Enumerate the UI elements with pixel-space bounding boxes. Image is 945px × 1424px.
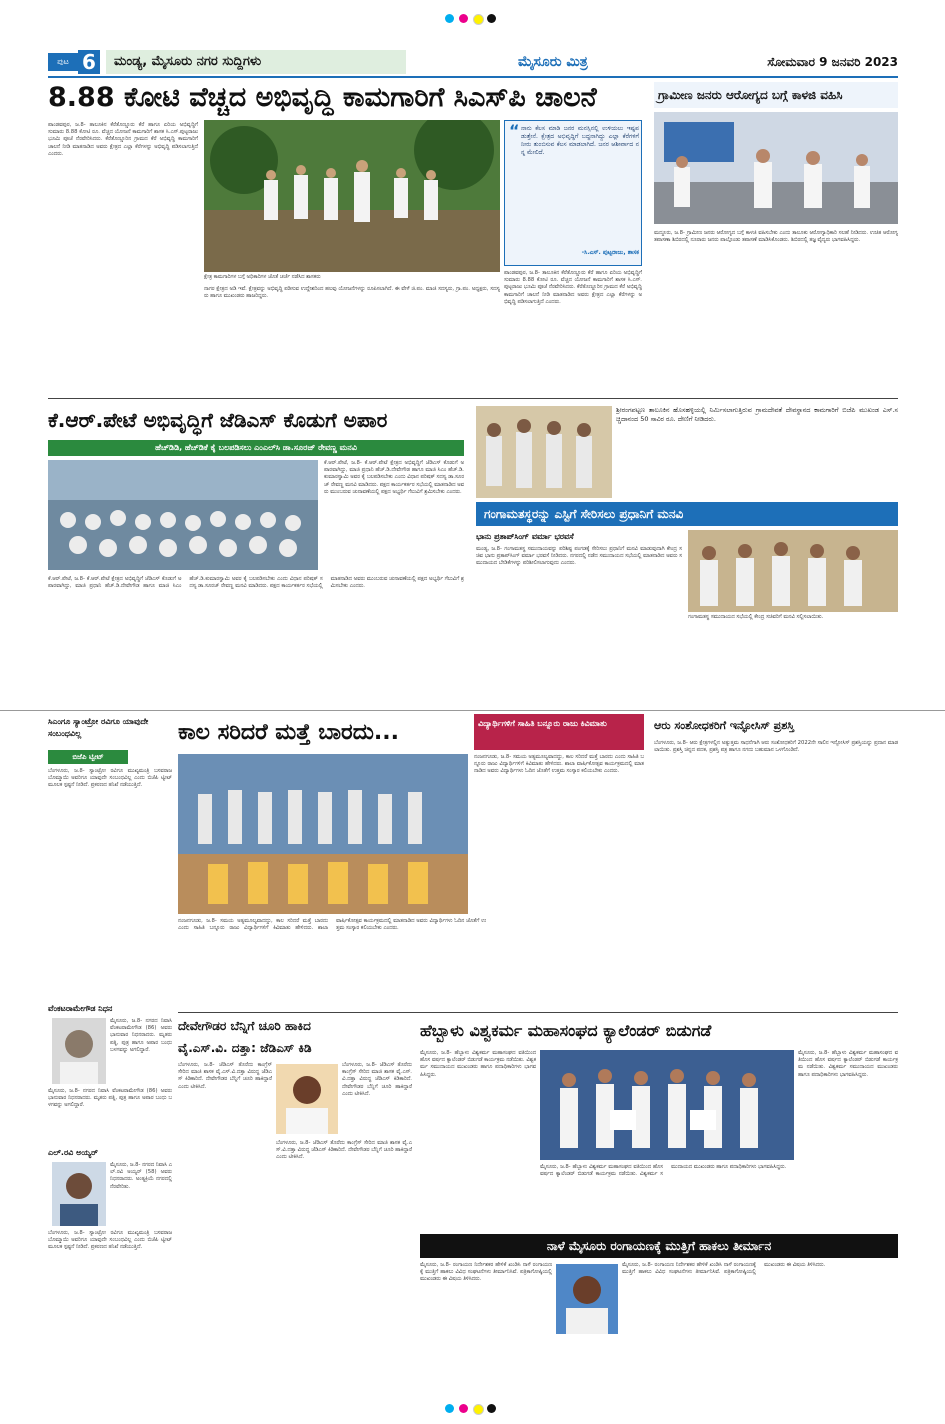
section-title: ಮಂಡ್ಯ, ಮೈಸೂರು ನಗರ ಸುದ್ದಿಗಳು	[106, 50, 406, 74]
lead-quote-by: -ಸಿ.ಎಸ್. ಪುಟ್ಟರಾಜು, ಶಾಸಕ	[581, 249, 639, 256]
rangayana-body: ಮೈಸೂರು, ಜ.8- ರಂಗಾಯಣ ನಿರ್ದೇಶಕರ ಹೇಳಿಕೆ ಖಂಡಿಸಿ ನಾಳೆ ರಂಗಾಯಣಕ್ಕೆ ಮುತ್ತಿಗೆ ಹಾಕಲು ವಿವಿಧ ಸಂಘಟನೆಗಳು ತೀರ್ಮಾನಿಸಿವೆ. ಪತ್ರಿಕಾಗೋಷ್ಠಿಯಲ್ಲಿ ಮುಖಂಡರು ಈ ವಿಷಯ ತಿಳಿಸಿದರು.	[420, 1262, 552, 1283]
lead-body3: ಪಾಂಡವಪುರ, ಜ.8- ತಾಲೂಕಿನ ಕೆರೆತೊಣ್ಣೂರು ಕೆರೆ ಹಾಗೂ ಏರಿಯ ಅಭಿವೃದ್ಧಿಗೆ ಸುಮಾರು 8.88 ಕೋಟಿ ರೂ. ವೆಚ್ಚದ ಯೋಜನೆ ಕಾಮಗಾರಿಗೆ ಶಾಸಕ ಸಿ.ಎಸ್.ಪುಟ್ಟರಾಜು ಭೂಮಿ ಪೂಜೆ ನೆರವೇರಿಸಿದರು. ಕೆರೆತೊಣ್ಣೂರಿನ ಗ್ರಾಮದ ಕೆರೆ ಅಭಿವೃದ್ಧಿ ಕಾಮಗಾರಿಗೆ ಚಾಲನೆ ನೀಡಿ ಮಾತನಾಡಿದ ಅವರು ಕ್ಷೇತ್ರದ ಎಲ್ಲಾ ಕೆರೆಗಳನ್ನು ಅಭಿವೃದ್ಧಿ ಪಡಿಸಲಾಗುತ್ತಿದೆ ಎಂದರು.	[504, 270, 642, 305]
obit1-headline: ವೆಂಕಟರಾಮೇಗೌಡ ನಿಧನ	[48, 1004, 113, 1013]
lead-body: ಪಾಂಡವಪುರ, ಜ.8- ತಾಲೂಕಿನ ಕೆರೆತೊಣ್ಣೂರು ಕೆರೆ ಹಾಗೂ ಏರಿಯ ಅಭಿವೃದ್ಧಿಗೆ ಸುಮಾರು 8.88 ಕೋಟಿ ರೂ. ವೆಚ್ಚದ ಯೋಜನೆ ಕಾಮಗಾರಿಗೆ ಶಾಸಕ ಸಿ.ಎಸ್.ಪುಟ್ಟರಾಜು ಭೂಮಿ ಪೂಜೆ ನೆರವೇರಿಸಿದರು. ಕೆರೆತೊಣ್ಣೂರಿನ ಗ್ರಾಮದ ಕೆರೆ ಅಭಿವೃದ್ಧಿ ಕಾಮಗಾರಿಗೆ ಚಾಲನೆ ನೀಡಿ ಮಾತನಾಡಿದ ಅವರು ಕ್ಷೇತ್ರದ ಎಲ್ಲಾ ಕೆರೆಗಳನ್ನು ಅಭಿವೃದ್ಧಿ ಪಡಿಸಲಾಗುತ್ತಿದೆ ಎಂದರು.	[48, 122, 198, 157]
krpete-photo	[48, 460, 318, 570]
quote-mark-icon: “	[509, 121, 520, 140]
section-divider-3	[178, 1012, 898, 1013]
kaala-kicker-text: ವಿದ್ಯಾರ್ಥಿಗಳಿಗೆ ಸಾಹಿತಿ ಬನ್ನೂರು ರಾಜು ಕಿವಿಮಾತು	[478, 719, 607, 728]
gangamatha-photo-caption: ಶ್ರೀರಂಗಪಟ್ಟಣ ತಾಲೂಕಿನ ಹೊಸಹಳ್ಳಿಯಲ್ಲಿ ನಿರ್ಮಿಸಲಾಗುತ್ತಿರುವ ಗ್ರಾಮದೇವತೆ ದೇವಸ್ಥಾನದ ಕಾಮಗಾರಿಗೆ ಬಿಜೆಪಿ ಮುಖಂಡ ಎಸ್.ಸಚ್ಚಿದಾನಂದ 50 ಸಾವಿರ ರೂ. ದೇಣಿಗೆ ನೀಡಿದರು.	[616, 406, 898, 423]
rangayana-photo	[556, 1264, 618, 1334]
cm-tag: ಬಿಜೆಪಿ ಟ್ವೀಟ್	[48, 750, 128, 764]
devegowda-photo	[276, 1064, 338, 1134]
section-divider-1	[48, 398, 898, 399]
page-header	[48, 50, 898, 74]
calendar-body: ಮೈಸೂರು, ಜ.8- ಹೆಬ್ಬಾಳು ವಿಶ್ವಕರ್ಮ ಮಹಾಸಂಘದ ವತಿಯಿಂದ ಹೊಸ ವರ್ಷದ ಕ್ಯಾಲೆಂಡರ್ ಬಿಡುಗಡೆ ಕಾರ್ಯಕ್ರಮ ನಡೆಯಿತು. ವಿಶ್ವಕರ್ಮ ಸಮುದಾಯದ ಮುಖಂಡರು ಹಾಗೂ ಪದಾಧಿಕಾರಿಗಳು ಭಾಗವಹಿಸಿದ್ದರು.	[420, 1050, 536, 1078]
krpete-headline: ಕೆ.ಆರ್.ಪೇಟೆ ಅಭಿವೃದ್ಧಿಗೆ ಜೆಡಿಎಸ್ ಕೊಡುಗೆ ಅಪಾರ	[48, 408, 388, 432]
gangamatha-subhead: ಭಾನು ಪ್ರತಾಪ್‌ಸಿಂಗ್ ವರ್ಮಾ ಭರವಸೆ	[476, 532, 574, 541]
health-headline: ಗ್ರಾಮೀಣ ಜನರು ಆರೋಗ್ಯದ ಬಗ್ಗೆ ಕಾಳಜಿ ವಹಿಸಿ	[654, 82, 898, 108]
krpete-body: ಕೆ.ಆರ್.ಪೇಟೆ, ಜ.8- ಕೆ.ಆರ್.ಪೇಟೆ ಕ್ಷೇತ್ರದ ಅಭಿವೃದ್ಧಿಗೆ ಜೆಡಿಎಸ್ ಕೊಡುಗೆ ಅಪಾರವಾಗಿದ್ದು, ಮಾಜಿ ಪ್ರಧಾನಿ ಹೆಚ್.ಡಿ.ದೇವೇಗೌಡ ಹಾಗೂ ಮಾಜಿ ಸಿಎಂ ಹೆಚ್.ಡಿ.ಕುಮಾರಸ್ವಾಮಿ ಅವರ ಕೈ ಬಲಪಡಿಸಬೇಕು ಎಂದು ವಿಧಾನ ಪರಿಷತ್ ಸದಸ್ಯ ಡಾ.ಸೂರಜ್ ರೇವಣ್ಣ ಮನವಿ ಮಾಡಿದರು. ಪಕ್ಷದ ಕಾರ್ಯಕರ್ತರ ಸಭೆಯಲ್ಲಿ ಮಾತನಾಡಿದ ಅವರು ಮುಂಬರುವ ಚುನಾವಣೆಯಲ್ಲಿ ಪಕ್ಷದ ಅಭ್ಯರ್ಥಿ ಗೆಲುವಿಗೆ ಶ್ರಮಿಸಬೇಕು ಎಂದರು.	[48, 576, 464, 590]
devegowda-body-right: ಬೆಂಗಳೂರು, ಜ.8- ಜೆಡಿಎಸ್ ತೊರೆದು ಕಾಂಗ್ರೆಸ್ ಸೇರಿದ ಮಾಜಿ ಶಾಸಕ ವೈ.ಎಸ್.ವಿ.ದತ್ತಾ ವಿರುದ್ಧ ಜೆಡಿಎಸ್ ಕಿಡಿಕಾರಿದೆ. ದೇವೇಗೌಡರ ಬೆನ್ನಿಗೆ ಚೂರಿ ಹಾಕಿದ್ದಾರೆ ಎಂದು ಟೀಕಿಸಿದೆ.	[342, 1062, 412, 1097]
krpete-subhead: ಹೆಚ್‌ಡಿಡಿ, ಹೆಚ್‌ಡಿಕೆ ಕೈ ಬಲಪಡಿಸಲು ಎಂಎಲ್‌ಸಿ ಡಾ.ಸೂರಜ್ ರೇವಣ್ಣ ಮನವಿ	[48, 440, 464, 456]
lead-headline: 8.88 ಕೋಟಿ ವೆಚ್ಚದ ಅಭಿವೃದ್ಧಿ ಕಾಮಗಾರಿಗೆ ಸಿಎಸ್‌ಪಿ ಚಾಲನೆ	[48, 82, 597, 113]
obit1-photo	[52, 1018, 106, 1084]
obit1-body: ಮೈಸೂರು, ಜ.8- ನಗರದ ನಿವಾಸಿ ವೆಂಕಟರಾಮೇಗೌಡ (86) ಅವರು ಭಾನುವಾರ ನಿಧನರಾದರು. ಮೃತರು ಪತ್ನಿ, ಪುತ್ರ ಹಾಗೂ ಅಪಾರ ಬಂಧು ಬಳಗವನ್ನು ಅಗಲಿದ್ದಾರೆ.	[110, 1018, 172, 1053]
header-rule	[48, 76, 898, 78]
section-divider-2	[0, 710, 945, 711]
research-body: ಬೆಂಗಳೂರು, ಜ.8- ಆರು ಕ್ಷೇತ್ರಗಳಲ್ಲಿನ ಅತ್ಯುತ್ತಮ ಸಾಧನೆಗಾಗಿ ಆರು ಸಂಶೋಧಕರಿಗೆ 2022ನೇ ಸಾಲಿನ ಇನ್ಫೋಸಿಸ್ ಪ್ರಶಸ್ತಿಯನ್ನು ಪ್ರದಾನ ಮಾಡಲಾಯಿತು. ಪ್ರಶಸ್ತಿ ಚಿನ್ನದ ಪದಕ, ಪ್ರಶಸ್ತಿ ಪತ್ರ ಹಾಗೂ ನಗದು ಬಹುಮಾನ ಒಳಗೊಂಡಿದೆ.	[654, 740, 898, 754]
obit1-body-cont: ಮೈಸೂರು, ಜ.8- ನಗರದ ನಿವಾಸಿ ವೆಂಕಟರಾಮೇಗೌಡ (86) ಅವರು ಭಾನುವಾರ ನಿಧನರಾದರು. ಮೃತರು ಪತ್ನಿ, ಪುತ್ರ ಹಾಗೂ ಅಪಾರ ಬಂಧು ಬಳಗವನ್ನು ಅಗಲಿದ್ದಾರೆ.	[48, 1088, 172, 1109]
gangamatha-headline: ಗಂಗಾಮತಸ್ಥರನ್ನು ಎಸ್ಟಿಗೆ ಸೇರಿಸಲು ಪ್ರಧಾನಿಗೆ ಮನವಿ	[476, 502, 898, 526]
calendar-body-mid: ಮೈಸೂರು, ಜ.8- ಹೆಬ್ಬಾಳು ವಿಶ್ವಕರ್ಮ ಮಹಾಸಂಘದ ವತಿಯಿಂದ ಹೊಸ ವರ್ಷದ ಕ್ಯಾಲೆಂಡರ್ ಬಿಡುಗಡೆ ಕಾರ್ಯಕ್ರಮ ನಡೆಯಿತು. ವಿಶ್ವಕರ್ಮ ಸಮುದಾಯದ ಮುಖಂಡರು ಹಾಗೂ ಪದಾಧಿಕಾರಿಗಳು ಭಾಗವಹಿಸಿದ್ದರು.	[540, 1164, 787, 1178]
lead-quote-box	[504, 120, 642, 266]
masthead: ಮೈಸೂರು ಮಿತ್ರ	[518, 54, 588, 70]
krpete-body-right: ಕೆ.ಆರ್.ಪೇಟೆ, ಜ.8- ಕೆ.ಆರ್.ಪೇಟೆ ಕ್ಷೇತ್ರದ ಅಭಿವೃದ್ಧಿಗೆ ಜೆಡಿಎಸ್ ಕೊಡುಗೆ ಅಪಾರವಾಗಿದ್ದು, ಮಾಜಿ ಪ್ರಧಾನಿ ಹೆಚ್.ಡಿ.ದೇವೇಗೌಡ ಹಾಗೂ ಮಾಜಿ ಸಿಎಂ ಹೆಚ್.ಡಿ.ಕುಮಾರಸ್ವಾಮಿ ಅವರ ಕೈ ಬಲಪಡಿಸಬೇಕು ಎಂದು ವಿಧಾನ ಪರಿಷತ್ ಸದಸ್ಯ ಡಾ.ಸೂರಜ್ ರೇವಣ್ಣ ಮನವಿ ಮಾಡಿದರು. ಪಕ್ಷದ ಕಾರ್ಯಕರ್ತರ ಸಭೆಯಲ್ಲಿ ಮಾತನಾಡಿದ ಅವರು ಮುಂಬರುವ ಚುನಾವಣೆಯಲ್ಲಿ ಪಕ್ಷದ ಅಭ್ಯರ್ಥಿ ಗೆಲುವಿಗೆ ಶ್ರಮಿಸಬೇಕು ಎಂದರು.	[324, 460, 464, 495]
kaala-kicker	[474, 714, 644, 750]
registration-marks-bottom	[445, 1404, 505, 1414]
kaala-photo	[178, 754, 468, 914]
devegowda-body-cont: ಬೆಂಗಳೂರು, ಜ.8- ಜೆಡಿಎಸ್ ತೊರೆದು ಕಾಂಗ್ರೆಸ್ ಸೇರಿದ ಮಾಜಿ ಶಾಸಕ ವೈ.ಎಸ್.ವಿ.ದತ್ತಾ ವಿರುದ್ಧ ಜೆಡಿಎಸ್ ಕಿಡಿಕಾರಿದೆ. ದೇವೇಗೌಡರ ಬೆನ್ನಿಗೆ ಚೂರಿ ಹಾಕಿದ್ದಾರೆ ಎಂದು ಟೀಕಿಸಿದೆ.	[276, 1140, 412, 1161]
obit2-body: ಮೈಸೂರು, ಜ.8- ನಗರದ ನಿವಾಸಿ ಎಲ್.ರವಿ ಅಯ್ಯರ್ (58) ಅವರು ನಿಧನರಾದರು. ಅಂತ್ಯಕ್ರಿಯೆ ನಗರದಲ್ಲಿ ನೆರವೇರಿತು.	[110, 1162, 172, 1190]
health-photo	[654, 112, 898, 224]
rangayana-headline: ನಾಳೆ ಮೈಸೂರು ರಂಗಾಯಣಕ್ಕೆ ಮುತ್ತಿಗೆ ಹಾಕಲು ತೀರ್ಮಾನ	[420, 1234, 898, 1258]
kaala-body: ನಂಜನಗೂಡು, ಜ.8- ಸಮಯ ಅತ್ಯಮೂಲ್ಯವಾದದ್ದು, ಕಾಲ ಸರಿದರೆ ಮತ್ತೆ ಬಾರದು ಎಂದು ಸಾಹಿತಿ ಬನ್ನೂರು ರಾಜು ವಿದ್ಯಾರ್ಥಿಗಳಿಗೆ ಕಿವಿಮಾತು ಹೇಳಿದರು. ಶಾಲಾ ವಾರ್ಷಿಕೋತ್ಸವ ಕಾರ್ಯಕ್ರಮದಲ್ಲಿ ಮಾತನಾಡಿದ ಅವರು ವಿದ್ಯಾರ್ಥಿಗಳು ಓದಿನ ಜೊತೆಗೆ ಉತ್ತಮ ಸಂಸ್ಕಾರ ಕಲಿಯಬೇಕು ಎಂದರು.	[178, 918, 486, 932]
health-body: ಮದ್ದೂರು, ಜ.8- ಗ್ರಾಮೀಣ ಜನರು ಆರೋಗ್ಯದ ಬಗ್ಗೆ ಕಾಳಜಿ ವಹಿಸಬೇಕು ಎಂದು ತಾಲೂಕು ಆರೋಗ್ಯಾಧಿಕಾರಿ ಸಲಹೆ ನೀಡಿದರು. ಉಚಿತ ಆರೋಗ್ಯ ತಪಾಸಣಾ ಶಿಬಿರದಲ್ಲಿ ನೂರಾರು ಜನರು ಪಾಲ್ಗೊಂಡು ತಪಾಸಣೆ ಮಾಡಿಸಿಕೊಂಡರು. ಶಿಬಿರದಲ್ಲಿ ತಜ್ಞ ವೈದ್ಯರು ಭಾಗವಹಿಸಿದ್ದರು.	[654, 230, 898, 244]
kaala-headline: ಕಾಲ ಸರಿದರೆ ಮತ್ತೆ ಬಾರದು...	[178, 720, 399, 745]
gangamatha-body: ಮಂಡ್ಯ, ಜ.8- ಗಂಗಾಮತಸ್ಥ ಸಮುದಾಯವನ್ನು ಪರಿಶಿಷ್ಟ ಪಂಗಡಕ್ಕೆ ಸೇರಿಸಲು ಪ್ರಧಾನಿಗೆ ಮನವಿ ಮಾಡುವುದಾಗಿ ಕೇಂದ್ರ ಸಚಿವ ಭಾನು ಪ್ರತಾಪ್‌ಸಿಂಗ್ ವರ್ಮಾ ಭರವಸೆ ನೀಡಿದರು. ನಗರದಲ್ಲಿ ನಡೆದ ಸಮುದಾಯದ ಸಭೆಯಲ್ಲಿ ಮಾತನಾಡಿದ ಅವರು ಸಮುದಾಯದ ಬೇಡಿಕೆಗಳನ್ನು ಪರಿಶೀಲಿಸಲಾಗುವುದು ಎಂದರು.	[476, 546, 682, 567]
lead-caption: ಕ್ಷೇತ್ರ ಕಾಮಗಾರಿಗಳ ಬಗ್ಗೆ ಅಧಿಕಾರಿಗಳ ಜೊತೆ ಚರ್ಚೆ ನಡೆಸಿದ ಶಾಸಕರು	[204, 274, 321, 280]
research-headline: ಆರು ಸಂಶೋಧಕರಿಗೆ ಇನ್ಫೋಸಿಸ್ ಪ್ರಶಸ್ತಿ	[654, 719, 795, 732]
obit2-body-cont: ಬೆಂಗಳೂರು, ಜ.8- ಸ್ಯಾಂಟ್ರೋ ರವಿಗೂ ಮುಖ್ಯಮಂತ್ರಿ ಬಸವರಾಜ ಬೊಮ್ಮಾಯಿ ಅವರಿಗೂ ಯಾವುದೇ ಸಂಬಂಧವಿಲ್ಲ ಎಂದು ಬಿಜೆಪಿ ಟ್ವೀಟ್ ಮೂಲಕ ಸ್ಪಷ್ಟನೆ ನೀಡಿದೆ. ಪ್ರಕರಣದ ತನಿಖೆ ನಡೆಯುತ್ತಿದೆ.	[48, 1230, 172, 1251]
calendar-body-right: ಮೈಸೂರು, ಜ.8- ಹೆಬ್ಬಾಳು ವಿಶ್ವಕರ್ಮ ಮಹಾಸಂಘದ ವತಿಯಿಂದ ಹೊಸ ವರ್ಷದ ಕ್ಯಾಲೆಂಡರ್ ಬಿಡುಗಡೆ ಕಾರ್ಯಕ್ರಮ ನಡೆಯಿತು. ವಿಶ್ವಕರ್ಮ ಸಮುದಾಯದ ಮುಖಂಡರು ಹಾಗೂ ಪದಾಧಿಕಾರಿಗಳು ಭಾಗವಹಿಸಿದ್ದರು.	[798, 1050, 898, 1078]
lead-quote: ನಾನು ಕೆಲಸ ಮಾಡಿ ಜನರ ಮನಸ್ಸಿನಲ್ಲಿ ಉಳಿಯಲು ಇಷ್ಟಪಡುತ್ತೇನೆ. ಕ್ಷೇತ್ರದ ಅಭಿವೃದ್ಧಿಗೆ ಬದ್ಧನಾಗಿದ್ದು ಎಲ್ಲಾ ಕೆರೆಗಳಿಗೆ ನೀರು ತುಂಬಿಸುವ ಕೆಲಸ ಮಾಡಲಾಗಿದೆ. ಜನರ ಆಶೀರ್ವಾದ ನನ್ನ ಮೇಲಿದೆ.	[521, 125, 639, 156]
lead-photo	[204, 120, 500, 272]
calendar-photo	[540, 1050, 794, 1160]
obit2-headline: ಎಲ್.ರವಿ ಅಯ್ಯರ್	[48, 1148, 98, 1157]
lead-body2: ನಾಗರ ಕ್ಷೇತ್ರದ ಅಡಿ ಇವೆ. ಕ್ಷೇತ್ರವನ್ನು ಅಭಿವೃದ್ಧಿ ಪಡಿಸುವ ಉದ್ದೇಶದಿಂದ ಹಲವು ಯೋಜನೆಗಳನ್ನು ರೂಪಿಸಲಾಗಿದೆ. ಈ ವೇಳೆ ಜಿ.ಪಂ. ಮಾಜಿ ಸದಸ್ಯರು, ಗ್ರಾ.ಪಂ. ಅಧ್ಯಕ್ಷರು, ಸದಸ್ಯರು ಹಾಗೂ ಮುಖಂಡರು ಹಾಜರಿದ್ದರು.	[204, 286, 500, 300]
calendar-headline: ಹೆಬ್ಬಾಳು ವಿಶ್ವಕರ್ಮ ಮಹಾಸಂಘದ ಕ್ಯಾಲೆಂಡರ್ ಬಿಡುಗಡೆ	[420, 1021, 712, 1040]
page-label: ಪುಟ	[48, 53, 78, 71]
rangayana-body-right: ಮೈಸೂರು, ಜ.8- ರಂಗಾಯಣ ನಿರ್ದೇಶಕರ ಹೇಳಿಕೆ ಖಂಡಿಸಿ ನಾಳೆ ರಂಗಾಯಣಕ್ಕೆ ಮುತ್ತಿಗೆ ಹಾಕಲು ವಿವಿಧ ಸಂಘಟನೆಗಳು ತೀರ್ಮಾನಿಸಿವೆ. ಪತ್ರಿಕಾಗೋಷ್ಠಿಯಲ್ಲಿ ಮುಖಂಡರು ಈ ವಿಷಯ ತಿಳಿಸಿದರು.	[622, 1262, 826, 1276]
devegowda-body: ಬೆಂಗಳೂರು, ಜ.8- ಜೆಡಿಎಸ್ ತೊರೆದು ಕಾಂಗ್ರೆಸ್ ಸೇರಿದ ಮಾಜಿ ಶಾಸಕ ವೈ.ಎಸ್.ವಿ.ದತ್ತಾ ವಿರುದ್ಧ ಜೆಡಿಎಸ್ ಕಿಡಿಕಾರಿದೆ. ದೇವೇಗೌಡರ ಬೆನ್ನಿಗೆ ಚೂರಿ ಹಾಕಿದ್ದಾರೆ ಎಂದು ಟೀಕಿಸಿದೆ.	[178, 1062, 272, 1090]
date-line: ಸೋಮವಾರ 9 ಜನವರಿ 2023	[767, 55, 898, 69]
kaala-body-right: ನಂಜನಗೂಡು, ಜ.8- ಸಮಯ ಅತ್ಯಮೂಲ್ಯವಾದದ್ದು, ಕಾಲ ಸರಿದರೆ ಮತ್ತೆ ಬಾರದು ಎಂದು ಸಾಹಿತಿ ಬನ್ನೂರು ರಾಜು ವಿದ್ಯಾರ್ಥಿಗಳಿಗೆ ಕಿವಿಮಾತು ಹೇಳಿದರು. ಶಾಲಾ ವಾರ್ಷಿಕೋತ್ಸವ ಕಾರ್ಯಕ್ರಮದಲ್ಲಿ ಮಾತನಾಡಿದ ಅವರು ವಿದ್ಯಾರ್ಥಿಗಳು ಓದಿನ ಜೊತೆಗೆ ಉತ್ತಮ ಸಂಸ್ಕಾರ ಕಲಿಯಬೇಕು ಎಂದರು.	[474, 754, 644, 775]
devegowda-headline2: ವೈ.ಎಸ್.ವಿ. ದತ್ತಾ: ಜೆಡಿಎಸ್ ಕಿಡಿ	[178, 1041, 312, 1055]
page-number: 6	[78, 50, 100, 74]
registration-marks-top	[445, 14, 505, 24]
cm-headline: ಸಿಎಂಗೂ ಸ್ಯಾಂಟ್ರೋ ರವಿಗೂ ಯಾವುದೇ ಸಂಬಂಧವಿಲ್ಲ	[48, 717, 149, 738]
obit2-photo	[52, 1162, 106, 1226]
gangamatha-caption: ಗಂಗಾಮತಸ್ಥ ಸಮುದಾಯದ ಸಭೆಯಲ್ಲಿ ಕೇಂದ್ರ ಸಚಿವರಿಗೆ ಮನವಿ ಸಲ್ಲಿಸಲಾಯಿತು.	[688, 614, 824, 620]
gangamatha-photo-top	[476, 406, 612, 498]
gangamatha-photo	[688, 530, 898, 612]
devegowda-headline: ದೇವೇಗೌಡರ ಬೆನ್ನಿಗೆ ಚೂರಿ ಹಾಕಿದ	[178, 1019, 311, 1033]
cm-body: ಬೆಂಗಳೂರು, ಜ.8- ಸ್ಯಾಂಟ್ರೋ ರವಿಗೂ ಮುಖ್ಯಮಂತ್ರಿ ಬಸವರಾಜ ಬೊಮ್ಮಾಯಿ ಅವರಿಗೂ ಯಾವುದೇ ಸಂಬಂಧವಿಲ್ಲ ಎಂದು ಬಿಜೆಪಿ ಟ್ವೀಟ್ ಮೂಲಕ ಸ್ಪಷ್ಟನೆ ನೀಡಿದೆ. ಪ್ರಕರಣದ ತನಿಖೆ ನಡೆಯುತ್ತಿದೆ.	[48, 768, 172, 789]
